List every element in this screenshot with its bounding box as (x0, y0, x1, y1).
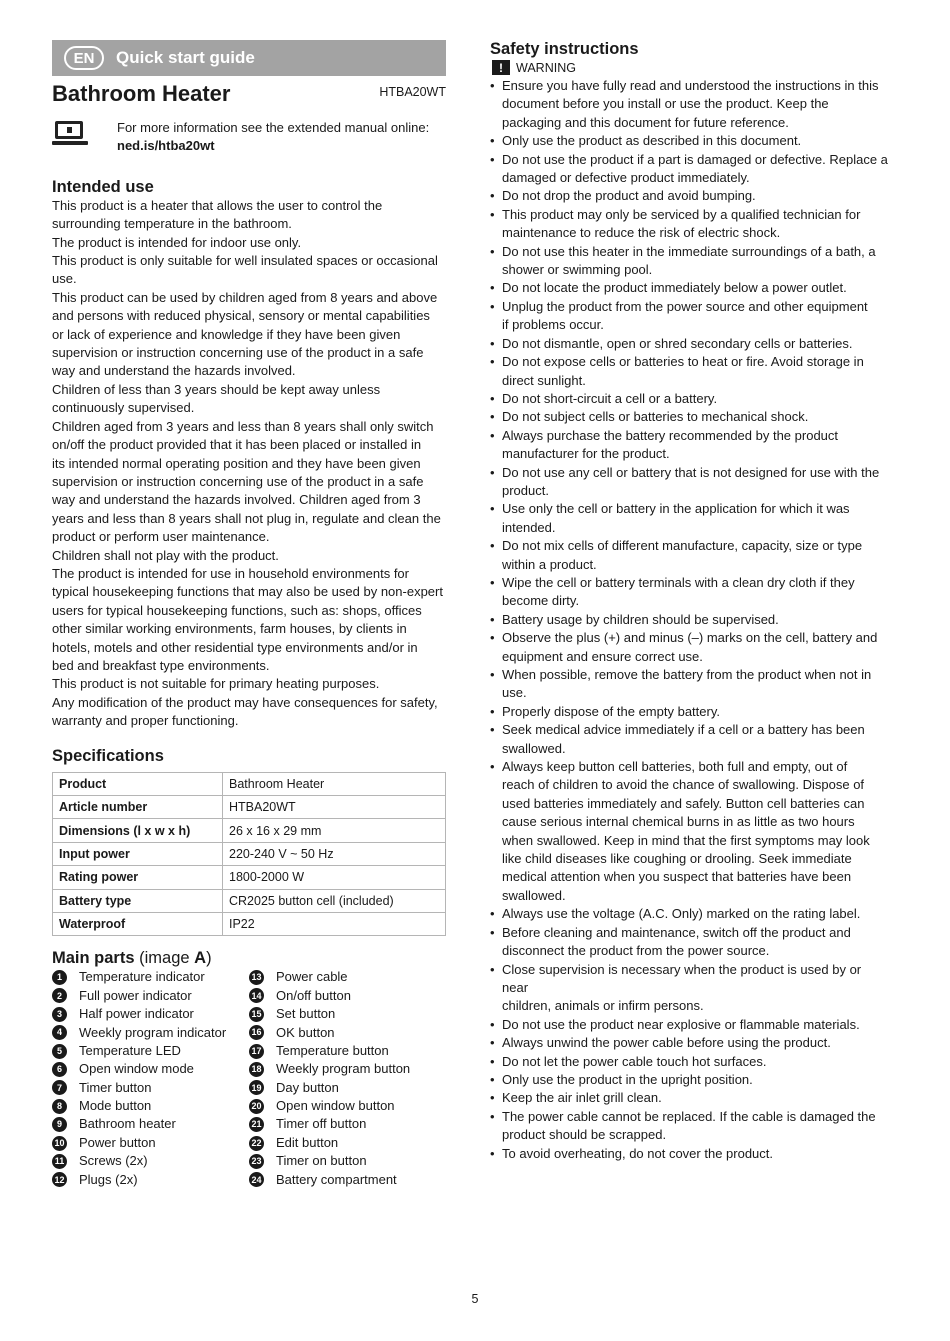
intended-use-line: warranty and proper functioning. (52, 713, 239, 729)
part-label: Power button (79, 1134, 156, 1150)
part-number-badge: 10 (52, 1136, 67, 1151)
part-item (249, 968, 446, 986)
safety-line: become dirty. (502, 593, 580, 609)
safety-item (490, 611, 890, 629)
warning-icon: ! (492, 60, 510, 75)
part-number-badge: 16 (249, 1025, 264, 1040)
safety-line: • Do not use the product if a part is damaged or defective. Replace a (502, 151, 888, 167)
safety-line: • Only use the product in the upright position. (502, 1071, 753, 1087)
intended-use-line: way and understand the hazards involved. Children aged from 3 (52, 492, 421, 508)
safety-item (490, 500, 890, 537)
part-item (52, 1097, 249, 1115)
intended-use-heading: Intended use (52, 177, 154, 196)
safety-line: • Before cleaning and maintenance, switch off the product and (502, 924, 851, 940)
safety-line: • Do not expose cells or batteries to heat or fire. Avoid storage in (502, 354, 864, 370)
spec-row (53, 772, 446, 795)
safety-line: • Close supervision is necessary when the product is used by or near (502, 961, 862, 995)
safety-item (490, 1145, 890, 1163)
safety-item (490, 961, 890, 1016)
intended-use-line: other similar working environments, farm houses, by clients in (52, 621, 407, 637)
part-label: Timer off button (276, 1116, 367, 1132)
safety-line: • When possible, remove the battery from the product when not in (502, 667, 872, 682)
safety-item (490, 353, 890, 390)
intended-use-line: This product is only suitable for well insulated spaces or occasional (52, 253, 438, 269)
safety-list (490, 77, 890, 1163)
part-label: Mode button (79, 1098, 152, 1114)
intended-use-line: or lack of experience and knowledge if they have been given (52, 326, 401, 342)
safety-line: document before you install or use the product. Keep the (502, 96, 829, 112)
part-number-badge: 23 (249, 1154, 264, 1169)
part-number-badge: 22 (249, 1136, 264, 1151)
safety-line: medical attention when you suspect that batteries have been (502, 869, 852, 885)
safety-line: swallowed. (502, 740, 566, 756)
part-item (52, 1024, 249, 1042)
part-label: Temperature button (276, 1042, 389, 1058)
intended-use-line: years and less than 8 years shall not plug in, regulate and clean the (52, 510, 441, 526)
safety-item (490, 335, 890, 353)
part-number-badge: 6 (52, 1062, 67, 1077)
safety-line: cause serious internal chemical burns in as little as two hours (502, 814, 855, 830)
model-code: HTBA20WT (379, 85, 446, 99)
safety-line: packaging and this document for future reference. (502, 114, 789, 130)
safety-item (490, 408, 890, 426)
intended-use-line: Any modification of the product may have consequences for safety, (52, 694, 438, 710)
part-label: Bathroom heater (79, 1116, 176, 1132)
online-manual-info (52, 119, 446, 156)
safety-line: reach of children to avoid the chance of swallowing. Dispose of (502, 777, 865, 793)
safety-item (490, 427, 890, 464)
safety-line: • Unplug the product from the power source and other equipment (502, 298, 868, 314)
safety-item (490, 1034, 890, 1052)
safety-line: • Wipe the cell or battery terminals with a clean dry cloth if they (502, 574, 855, 590)
intended-use-line: product or perform user maintenance. (52, 529, 270, 545)
guide-title: Quick start guide (116, 48, 255, 67)
part-label: Day button (276, 1079, 339, 1095)
part-number-badge: 21 (249, 1117, 264, 1132)
intended-use-line: supervision or instruction concerning use of the product in a safe (52, 473, 424, 489)
safety-line: • Do not drop the product and avoid bumping. (502, 188, 756, 204)
safety-line: • Only use the product as described in this document. (502, 133, 802, 149)
part-item (249, 1152, 446, 1170)
part-number-badge: 19 (249, 1080, 264, 1095)
part-label: Timer on button (276, 1153, 367, 1169)
safety-line: manufacturer for the product. (502, 446, 670, 462)
part-label: Open window mode (79, 1061, 194, 1077)
spec-row (53, 912, 446, 935)
safety-line: within a product. (502, 556, 597, 572)
part-number-badge: 5 (52, 1044, 67, 1059)
part-number-badge: 3 (52, 1007, 67, 1022)
part-item (249, 1097, 446, 1115)
part-number-badge: 13 (249, 970, 264, 985)
safety-line: • Always keep button cell batteries, both full and empty, out of (502, 759, 848, 775)
spec-key: Article number (53, 795, 223, 818)
safety-item (490, 1053, 890, 1071)
safety-line: • Observe the plus (+) and minus (–) marks on the cell, battery and (502, 630, 878, 646)
part-item (52, 1115, 249, 1133)
safety-line: • Do not locate the product immediately below a power outlet. (502, 280, 847, 296)
safety-line: intended. (502, 519, 556, 535)
intended-use-line: bed and breakfast type environments. (52, 657, 270, 673)
part-item (52, 968, 249, 986)
safety-item (490, 1071, 890, 1089)
safety-heading: Safety instructions (490, 40, 639, 58)
language-badge: EN (64, 46, 104, 70)
intended-use-line: hotels, motels and other residential type environments and/or in (52, 639, 418, 655)
safety-line: • Properly dispose of the empty battery. (502, 703, 720, 719)
safety-line: use. (502, 685, 527, 701)
safety-line: • Always unwind the power cable before using the product. (502, 1035, 831, 1051)
part-number-badge: 12 (52, 1172, 67, 1187)
spec-key: Dimensions (l x w x h) (53, 819, 223, 842)
safety-line: shower or swimming pool. (502, 262, 653, 278)
intended-use-line: use. (52, 271, 77, 287)
spec-key: Waterproof (53, 912, 223, 935)
spec-row (53, 866, 446, 889)
part-number-badge: 7 (52, 1080, 67, 1095)
page-number: 5 (471, 1292, 479, 1306)
part-item (249, 1115, 446, 1133)
part-item (249, 1060, 446, 1078)
spec-value: 1800-2000 W (223, 866, 446, 889)
part-label: Full power indicator (79, 987, 192, 1003)
part-number-badge: 2 (52, 988, 67, 1003)
intended-use-line: This product is a heater that allows the user to control the (52, 197, 383, 213)
part-number-badge: 15 (249, 1007, 264, 1022)
intended-use-line: its intended normal operating position and they have been given (52, 455, 421, 471)
safety-item (490, 464, 890, 501)
part-label: Power cable (276, 969, 348, 985)
page-title: Bathroom Heater (52, 81, 231, 106)
safety-line: children, animals or infirm persons. (502, 998, 704, 1014)
spec-row (53, 889, 446, 912)
main-parts-heading: Main parts (image A) (52, 949, 212, 968)
warning-row (490, 60, 890, 75)
part-label: Temperature indicator (79, 969, 205, 985)
safety-line: equipment and ensure correct use. (502, 648, 703, 664)
part-item (249, 1042, 446, 1060)
safety-line: • Do not dismantle, open or shred secondary cells or batteries. (502, 335, 853, 351)
safety-line: product. (502, 482, 549, 498)
safety-item (490, 1108, 890, 1145)
intended-use-line: Children aged from 3 years and less than 8 years shall only switch (52, 418, 434, 434)
safety-item (490, 298, 890, 335)
intended-use-line: users for typical housekeeping functions, such as: shops, offices (52, 602, 422, 618)
spec-row (53, 842, 446, 865)
left-column (52, 40, 446, 1189)
part-item (249, 1171, 446, 1189)
spec-value: IP22 (223, 912, 446, 935)
safety-line: maintenance to reduce the risk of electric shock. (502, 225, 781, 241)
safety-line: • Battery usage by children should be supervised. (502, 611, 779, 627)
part-label: Battery compartment (276, 1171, 397, 1187)
part-item (52, 987, 249, 1005)
safety-item (490, 537, 890, 574)
intended-use-line: The product is intended for indoor use only. (52, 234, 302, 250)
safety-line: • Always purchase the battery recommended by the product (502, 427, 839, 443)
safety-item (490, 206, 890, 243)
part-label: Open window button (276, 1098, 395, 1114)
part-label: Temperature LED (79, 1042, 181, 1058)
spec-key: Product (53, 772, 223, 795)
intended-use-line: continuously supervised. (52, 400, 195, 416)
part-item (249, 1005, 446, 1023)
manual-link[interactable]: ned.is/htba20wt (117, 138, 215, 154)
spec-row (53, 795, 446, 818)
safety-item (490, 187, 890, 205)
safety-line: used batteries immediately and safely. Button cell batteries can (502, 795, 865, 811)
safety-line: • Do not let the power cable touch hot surfaces. (502, 1053, 767, 1069)
part-number-badge: 8 (52, 1099, 67, 1114)
part-number-badge: 17 (249, 1044, 264, 1059)
part-label: Weekly program button (276, 1061, 411, 1077)
part-number-badge: 4 (52, 1025, 67, 1040)
part-item (52, 1005, 249, 1023)
intended-use-line: on/off the product provided that it has been placed or installed in (52, 437, 422, 453)
safety-item (490, 243, 890, 280)
part-label: Screws (2x) (79, 1153, 148, 1169)
safety-item (490, 721, 890, 758)
safety-line: • Do not mix cells of different manufacture, capacity, size or type (502, 538, 863, 554)
laptop-icon (52, 121, 88, 149)
part-label: Half power indicator (79, 1006, 194, 1022)
safety-line: • Do not use the product near explosive or flammable materials. (502, 1016, 860, 1032)
intended-use-line: This product can be used by children aged from 8 years and above (52, 289, 438, 305)
part-number-badge: 24 (249, 1172, 264, 1187)
safety-line: • Do not short-circuit a cell or a battery. (502, 390, 718, 406)
safety-line: • Always use the voltage (A.C. Only) marked on the rating label. (502, 906, 861, 922)
safety-item (490, 905, 890, 923)
intended-use-text (52, 197, 446, 731)
part-label: Timer button (79, 1079, 152, 1095)
safety-item (490, 758, 890, 905)
safety-line: if problems occur. (502, 317, 604, 333)
safety-item (490, 666, 890, 703)
safety-item (490, 924, 890, 961)
spec-value: Bathroom Heater (223, 772, 446, 795)
part-label: Set button (276, 1006, 336, 1022)
safety-line: like child diseases like coughing or drooling. Seek immediate (502, 851, 852, 867)
intended-use-line: typical housekeeping functions that may also be used by non-expert (52, 584, 443, 600)
safety-item (490, 1016, 890, 1034)
part-label: Edit button (276, 1134, 339, 1150)
part-item (52, 1134, 249, 1152)
intended-use-line: way and understand the hazards involved. (52, 363, 296, 379)
part-item (249, 1134, 446, 1152)
part-item (249, 987, 446, 1005)
safety-line: disconnect the product from the power source. (502, 943, 770, 959)
part-item (52, 1171, 249, 1189)
safety-line: • Keep the air inlet grill clean. (502, 1090, 662, 1106)
safety-line: when swallowed. Keep in mind that the first symptoms may look (502, 832, 870, 848)
safety-line: direct sunlight. (502, 372, 586, 388)
spec-value: CR2025 button cell (included) (223, 889, 446, 912)
safety-item (490, 390, 890, 408)
spec-key: Battery type (53, 889, 223, 912)
safety-line: • Do not use this heater in the immediate surroundings of a bath, a (502, 243, 876, 259)
safety-item (490, 132, 890, 150)
safety-item (490, 279, 890, 297)
safety-item (490, 629, 890, 666)
part-item (52, 1042, 249, 1060)
safety-line: • This product may only be serviced by a qualified technician for (502, 206, 861, 222)
title-row (52, 79, 446, 109)
info-text: For more information see the extended manual online: (117, 120, 430, 135)
part-item (249, 1079, 446, 1097)
safety-line: • Use only the cell or battery in the application for which it was (502, 501, 850, 517)
guide-header-bar (52, 40, 446, 76)
intended-use-line: Children of less than 3 years should be kept away unless (52, 381, 381, 397)
spec-key: Input power (53, 842, 223, 865)
safety-item (490, 703, 890, 721)
safety-line: • Do not subject cells or batteries to mechanical shock. (502, 409, 809, 425)
part-item (52, 1152, 249, 1170)
safety-line: • The power cable cannot be replaced. If the cable is damaged the (502, 1108, 876, 1124)
part-number-badge: 20 (249, 1099, 264, 1114)
parts-column-1 (52, 968, 249, 1189)
part-number-badge: 1 (52, 970, 67, 985)
intended-use-line: and persons with reduced physical, sensory or mental capabilities (52, 308, 430, 324)
part-label: Plugs (2x) (79, 1171, 138, 1187)
part-number-badge: 9 (52, 1117, 67, 1132)
specifications-table (52, 772, 446, 937)
safety-line: • Seek medical advice immediately if a cell or a battery has been (502, 722, 865, 738)
part-label: Weekly program indicator (79, 1024, 227, 1040)
part-item (52, 1060, 249, 1078)
safety-line: product should be scrapped. (502, 1127, 667, 1143)
safety-line: • Do not use any cell or battery that is not designed for use with the (502, 464, 880, 480)
main-parts-list (52, 968, 446, 1189)
intended-use-line: This product is not suitable for primary heating purposes. (52, 676, 380, 692)
intended-use-line: Children shall not play with the product. (52, 547, 279, 563)
parts-column-2 (249, 968, 446, 1189)
safety-line: • To avoid overheating, do not cover the product. (502, 1145, 774, 1161)
part-number-badge: 11 (52, 1154, 67, 1169)
intended-use-line: surrounding temperature in the bathroom. (52, 216, 292, 232)
intended-use-line: supervision or instruction concerning use of the product in a safe (52, 345, 424, 361)
spec-value: 26 x 16 x 29 mm (223, 819, 446, 842)
part-number-badge: 14 (249, 988, 264, 1003)
safety-item (490, 151, 890, 188)
part-label: OK button (276, 1024, 335, 1040)
spec-value: HTBA20WT (223, 795, 446, 818)
safety-item (490, 77, 890, 132)
specifications-heading: Specifications (52, 746, 164, 765)
right-column (490, 40, 890, 1163)
part-item (249, 1024, 446, 1042)
safety-item (490, 574, 890, 611)
safety-line: • Ensure you have fully read and understood the instructions in this (502, 78, 879, 93)
spec-row (53, 819, 446, 842)
safety-item (490, 1089, 890, 1107)
spec-key: Rating power (53, 866, 223, 889)
spec-value: 220-240 V ~ 50 Hz (223, 842, 446, 865)
safety-line: damaged or defective product immediately. (502, 170, 750, 186)
safety-line: swallowed. (502, 887, 566, 903)
part-label: On/off button (276, 987, 351, 1003)
intended-use-line: The product is intended for use in household environments for (52, 565, 409, 581)
warning-label: WARNING (516, 60, 576, 75)
part-item (52, 1079, 249, 1097)
part-number-badge: 18 (249, 1062, 264, 1077)
